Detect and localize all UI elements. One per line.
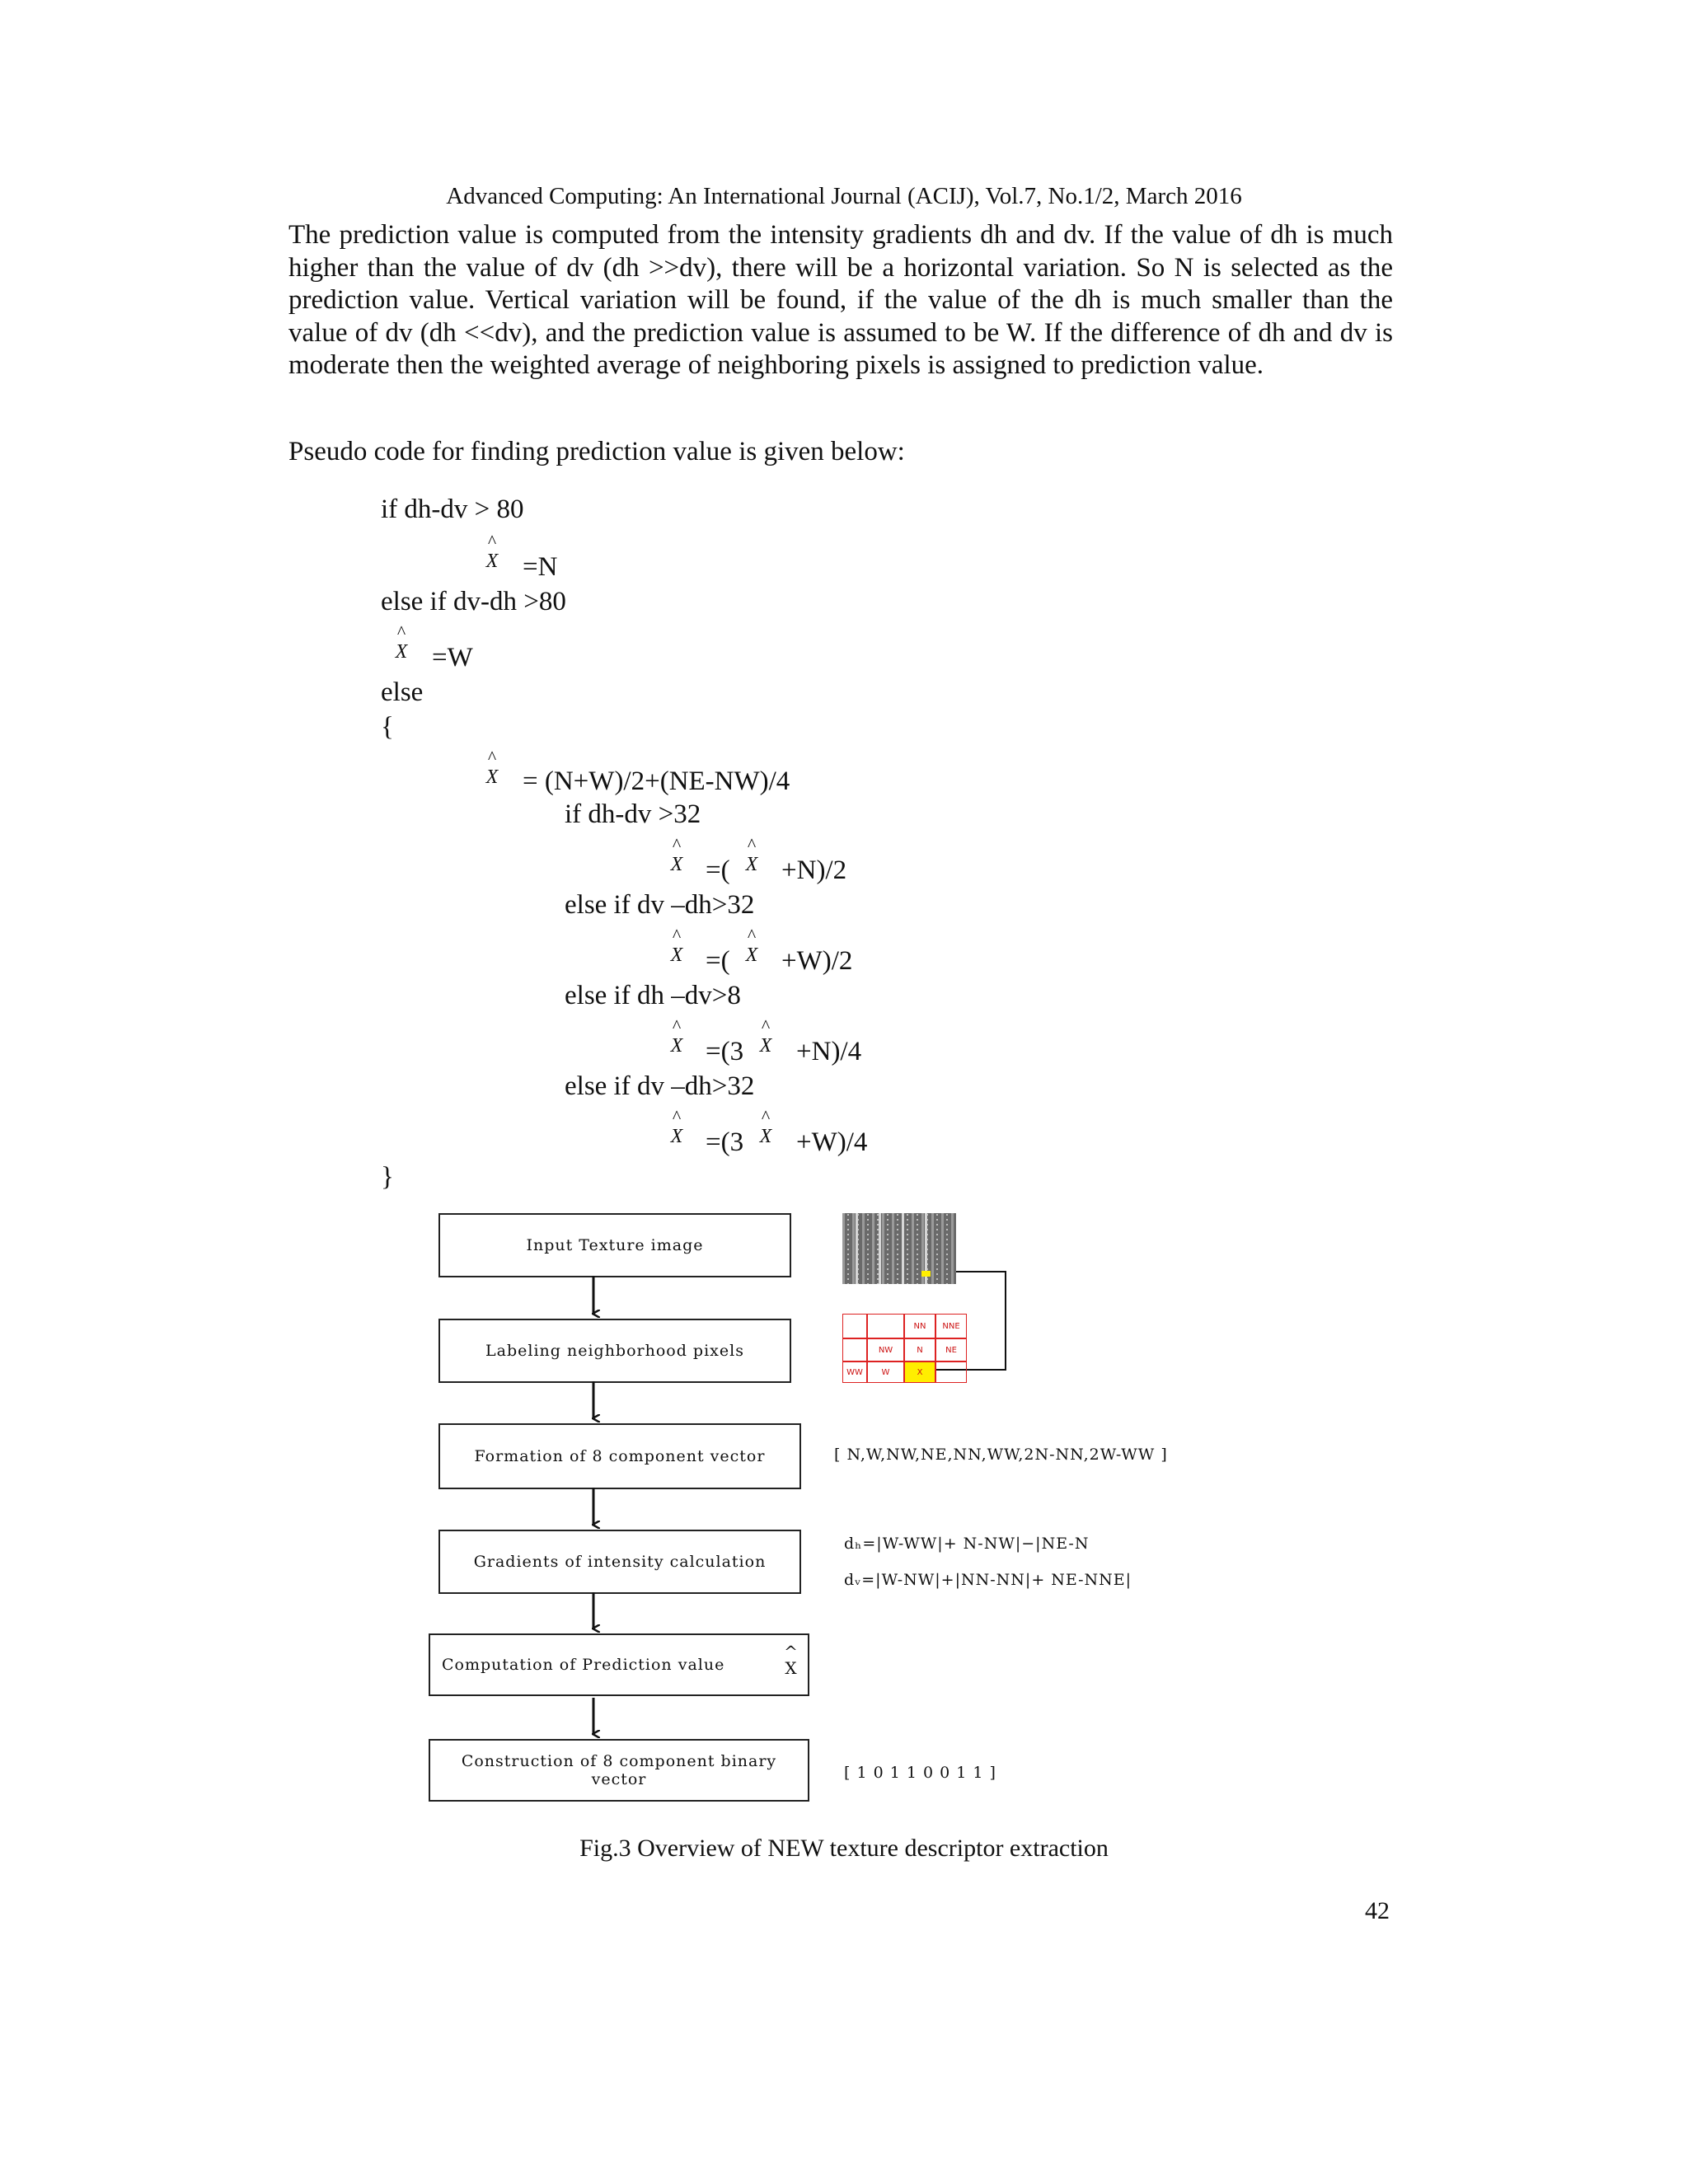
code-line: else if dv –dh>32 [565,1071,755,1101]
flow-step-input: Input Texture image [438,1213,791,1277]
x-hat-symbol: ^ X [759,1015,772,1057]
code-line: +W)/2 [781,946,853,976]
code-line: } [381,1162,394,1192]
x-hat-symbol: ^ X [759,1106,772,1147]
code-line: else if dv –dh>32 [565,890,755,920]
x-hat-symbol: ^ X [745,925,758,966]
x-hat-symbol: ^ X [670,1015,683,1057]
code-line: =N [523,552,558,582]
code-line: =( [706,946,730,976]
x-hat-symbol: ^ X [670,834,683,875]
code-line: if dh-dv > 80 [381,494,524,524]
grid-cell [842,1314,867,1338]
grid-cell [867,1314,904,1338]
flow-step-construction: Construction of 8 component binary vector [429,1739,809,1802]
x-hat-symbol: ^ X [745,834,758,875]
flow-step-labeling: Labeling neighborhood pixels [438,1319,791,1383]
code-line: =( [706,855,730,885]
grid-cell-n: N [904,1338,935,1361]
binary-vector-label: [ 1 0 1 1 0 0 1 1 ] [844,1764,996,1782]
grid-cell [935,1361,967,1383]
x-hat-symbol: ^ X [784,1642,799,1678]
flow-step-gradients: Gradients of intensity calculation [438,1530,801,1594]
pseudo-code-intro: Pseudo code for finding prediction value is given below: [288,437,905,466]
component-vector-label: [ N,W,NW,NE,NN,WW,2N-NN,2W-WW ] [834,1446,1168,1464]
code-line: else [381,677,424,707]
grid-cell-nn: NN [904,1314,935,1338]
code-line: else if dv-dh >80 [381,587,566,616]
code-line: =(3 [706,1037,744,1066]
journal-header: Advanced Computing: An International Journal (ACIJ), Vol.7, No.1/2, March 2016 [446,183,1242,209]
body-paragraph: The prediction value is computed from the intensity gradients dh and dv. If the value of dh is much higher than the value of dv (dh >>dv), there will be a horizontal variation. So N is selected as the prediction value. Vertical variation will be found, if the value of the dh is much smaller than the value of dv (dh <<dv), and the prediction value is assumed to be W. If the difference of dh and dv is moderate then the weighted average of neighboring pixels is assigned to prediction value. [288,220,1393,380]
code-line: +W)/4 [796,1127,868,1157]
code-line: +N)/2 [781,855,847,885]
flow-step-formation: Formation of 8 component vector [438,1423,801,1489]
grid-cell-ne: NE [935,1338,967,1361]
grid-cell-x: X [904,1361,935,1383]
figure-caption: Fig.3 Overview of NEW texture descriptor extraction [579,1835,1109,1862]
grid-cell-nw: NW [867,1338,904,1361]
grid-cell-w: W [867,1361,904,1383]
x-hat-symbol: ^ X [670,925,683,966]
x-hat-symbol: ^ X [670,1106,683,1147]
flow-step-computation-label: Computation of Prediction value [442,1656,725,1674]
code-line: { [381,712,394,742]
code-line: =W [432,643,473,673]
grid-cell-ww: WW [842,1361,867,1383]
x-hat-symbol: ^ X [485,531,499,572]
dv-formula: dᵥ=|W-NW|+|NN-NN|+ NE-NNE| [844,1571,1132,1589]
code-line: =(3 [706,1127,744,1157]
x-hat-symbol: ^ X [485,747,499,788]
page-number: 42 [1365,1897,1390,1924]
texture-image-thumbnail [842,1213,956,1284]
dh-formula: dₕ=|W-WW|+ N-NW|−|NE-N [844,1535,1090,1553]
grid-cell [842,1338,867,1361]
grid-cell-nne: NNE [935,1314,967,1338]
x-hat-symbol: ^ X [395,621,408,663]
code-line: else if dh –dv>8 [565,981,741,1010]
code-line: = (N+W)/2+(NE-NW)/4 [523,766,790,796]
code-line: +N)/4 [796,1037,862,1066]
code-line: if dh-dv >32 [565,799,701,829]
